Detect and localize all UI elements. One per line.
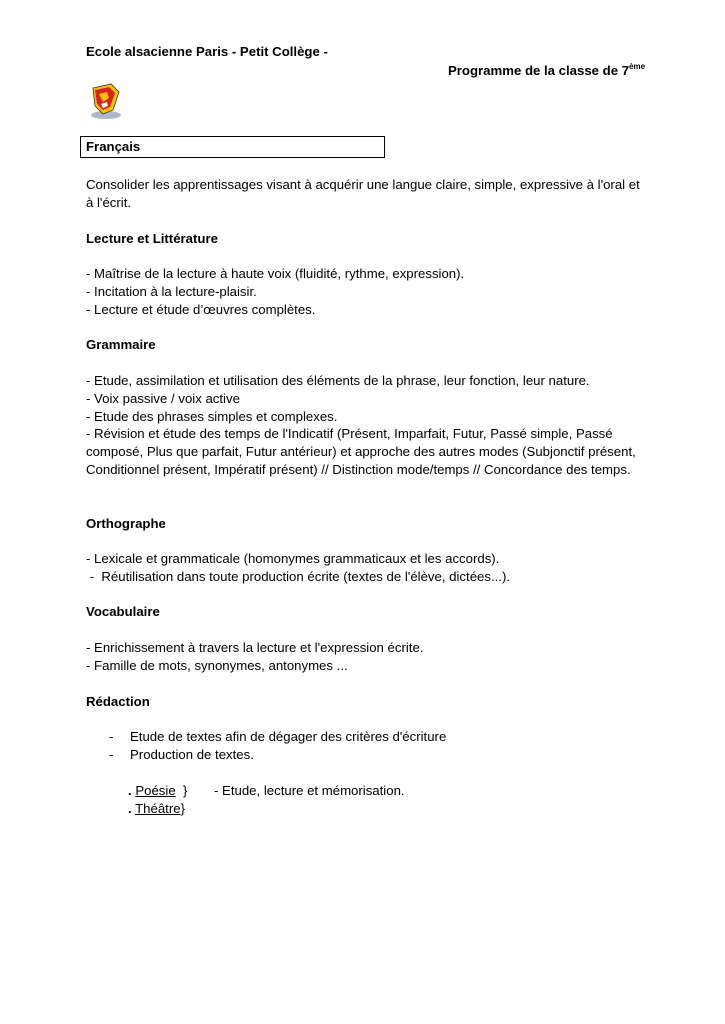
grammaire-list [86,372,642,479]
bullet-dot: . [128,783,132,798]
list-item: - Voix passive / voix active [86,390,240,406]
shield-icon [89,82,123,120]
redaction-list [107,728,607,764]
list-item: - Lecture et étude d’œuvres complètes. [86,301,316,317]
section-title-redaction: Rédaction [86,694,150,709]
list-item: - Etude, assimilation et utilisation des éléments de la phrase, leur fonction, leur nature. [86,373,590,388]
school-logo-icon [89,82,123,120]
poesie-label: Poésie [135,783,176,798]
list-item: - Production de textes. [107,746,607,764]
vocabulaire-list [86,639,642,675]
list-item: - Incitation à la lecture-plaisir. [86,283,257,299]
intro-paragraph: Consolider les apprentissages visant à acquérir une langue claire, simple, expressive à l'oral et à l'écrit. [86,177,640,210]
theatre-label: Théâtre [135,801,181,816]
list-item: - Etude des phrases simples et complexes. [86,408,338,424]
list-item: - Réutilisation dans toute production écrite (textes de l'élève, dictées...). [86,568,511,584]
section-title-grammaire: Grammaire [86,337,156,352]
list-item: - Etude de textes afin de dégager des critères d'écriture [107,728,607,746]
brace-right: } [179,783,188,798]
section-title-orthographe: Orthographe [86,516,166,531]
poesie-line [128,782,187,800]
section-title-lecture: Lecture et Littérature [86,231,218,246]
theatre-line [128,800,185,818]
orthographe-list [86,550,642,586]
list-item: - Famille de mots, synonymes, antonymes ... [86,657,348,673]
list-item: - Lexicale et grammaticale (homonymes grammaticaux et les accords). [86,551,500,566]
program-text: Programme de la classe de 7 [448,63,630,78]
section-title-vocabulaire: Vocabulaire [86,604,160,619]
program-superscript: ème [629,62,646,71]
brace-right: } [180,801,185,816]
list-item: - Révision et étude des temps de l'Indicatif (Présent, Imparfait, Futur, Passé simple, Passé composé, Plus que parfait, Futur antérieur) et approche des autres modes (Subjonctif présent, Conditionnel présent, Impératif présent) // Distinction mode/temps // Concordance des temps. [86,426,636,477]
list-item: - Maîtrise de la lecture à haute voix (fluidité, rythme, expression). [86,266,465,281]
program-title [448,62,645,82]
lecture-list [86,265,642,318]
poesie-description: - Etude, lecture et mémorisation. [214,783,405,798]
bullet-dot: . [128,801,132,816]
school-title: Ecole alsacienne Paris - Petit Collège - [86,44,328,59]
subject-box: Français [80,136,385,158]
list-item: - Enrichissement à travers la lecture et l'expression écrite. [86,640,424,655]
